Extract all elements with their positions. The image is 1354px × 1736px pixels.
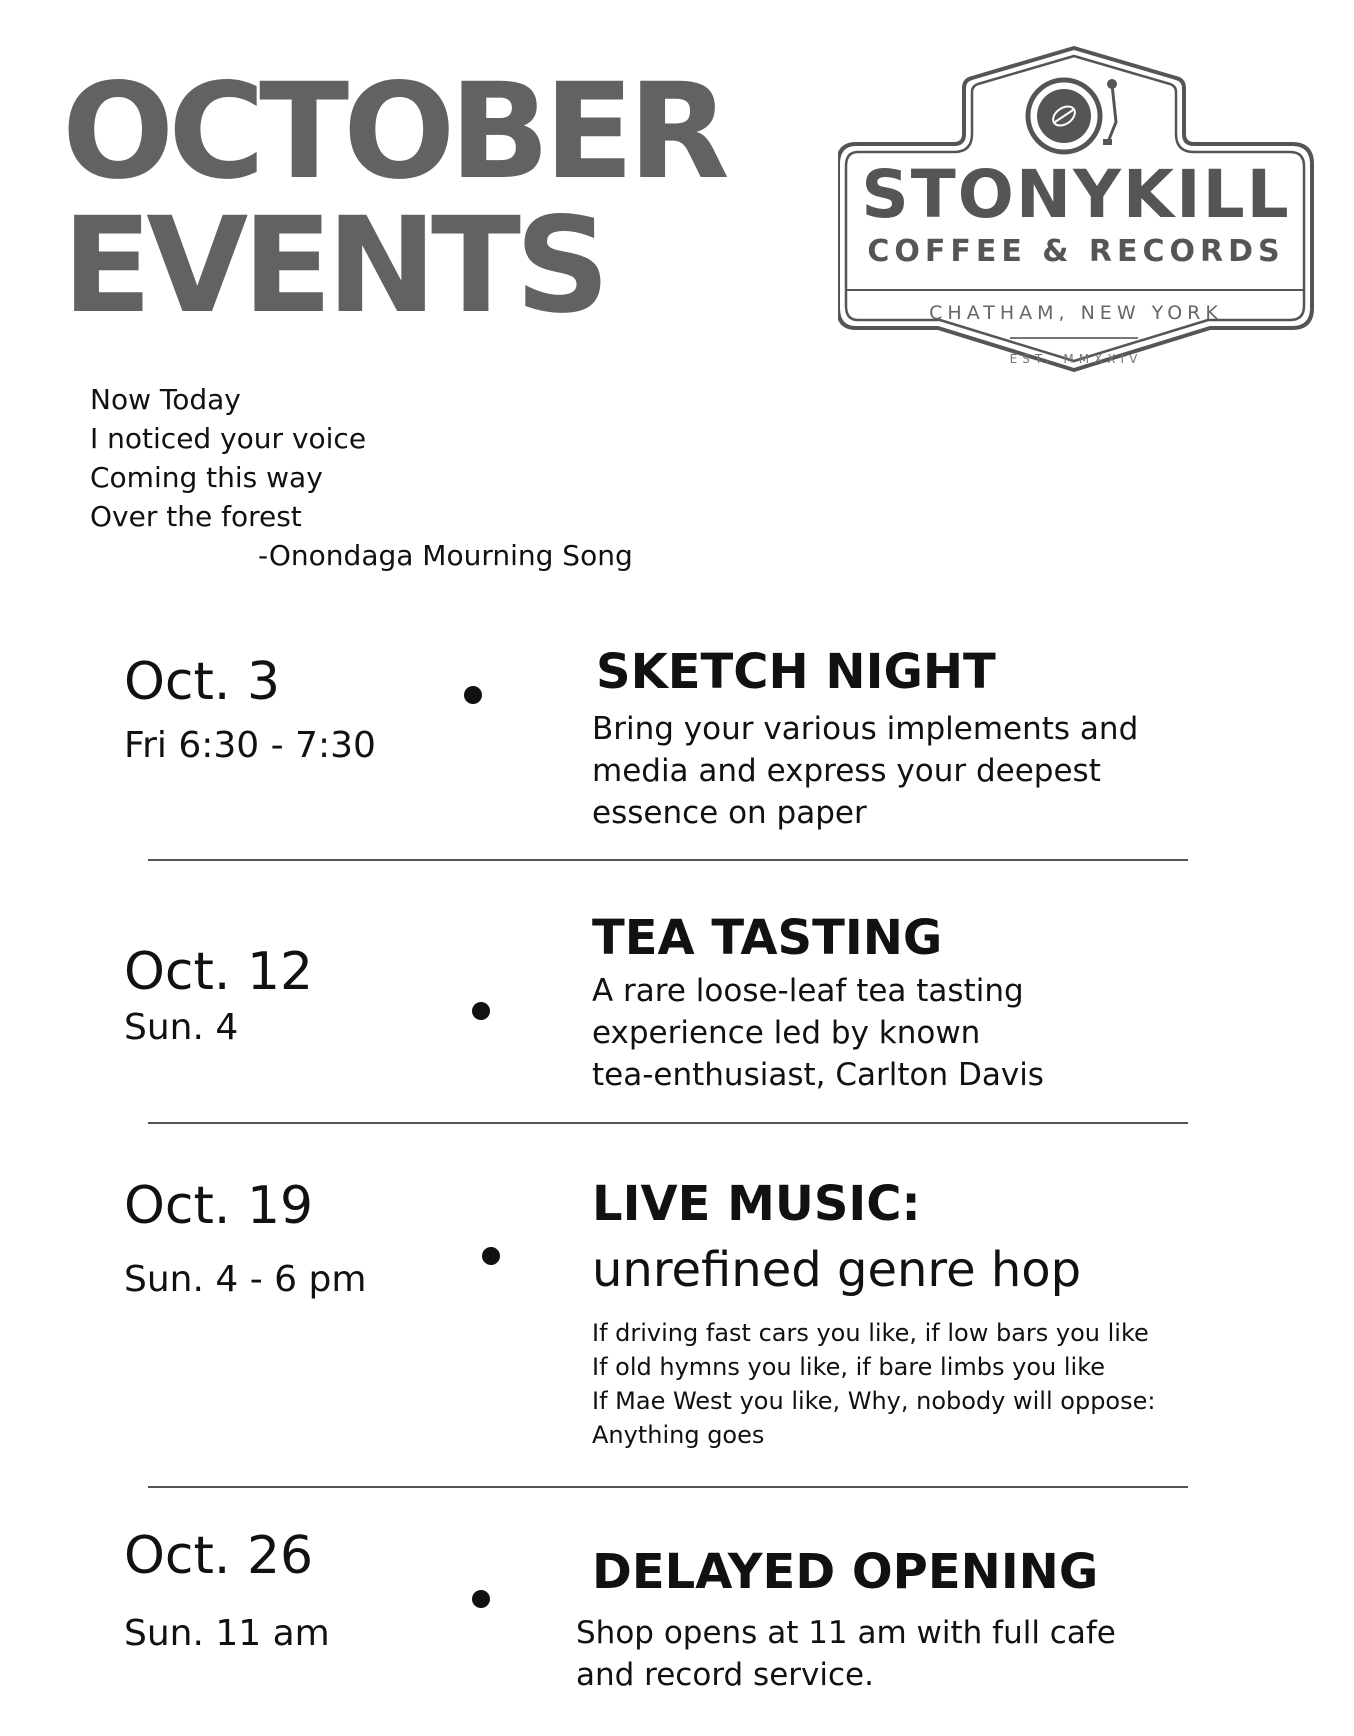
event-date: Oct. 19 xyxy=(124,1176,314,1236)
event-description: Shop opens at 11 am with full cafe and record service. xyxy=(576,1615,1116,1693)
page-title-events: EVENTS xyxy=(62,189,605,343)
event-time: Sun. 4 - 6 pm xyxy=(124,1259,367,1300)
event-date: Oct. 3 xyxy=(124,652,281,712)
stonykill-logo xyxy=(838,46,1314,416)
poem xyxy=(90,380,633,575)
event-time: Sun. 4 xyxy=(124,1007,239,1048)
logo-location: CHATHAM, NEW YORK xyxy=(929,302,1223,324)
event-description: A rare loose-leaf tea tasting experience led by known tea-enthusiast, Carlton Davis xyxy=(592,973,1044,1093)
event-divider xyxy=(148,1486,1188,1488)
event-title: DELAYED OPENING xyxy=(592,1544,1099,1600)
poem-line: Now Today xyxy=(90,383,241,416)
event-date: Oct. 12 xyxy=(124,942,314,1002)
poem-line: Over the forest xyxy=(90,500,302,533)
event-time: Fri 6:30 - 7:30 xyxy=(124,725,376,766)
timeline-dot xyxy=(472,1590,490,1608)
coffee-bean-record-turntable-icon xyxy=(1028,79,1117,152)
event-title: LIVE MUSIC: xyxy=(592,1176,921,1232)
logo-name: STONYKILL xyxy=(861,156,1291,233)
poem-line: Coming this way xyxy=(90,461,323,494)
logo-established: EST. MMXXIV xyxy=(1009,352,1143,366)
event-title: TEA TASTING xyxy=(592,910,943,966)
timeline-dot xyxy=(472,1002,490,1020)
event-divider xyxy=(148,1122,1188,1124)
timeline-dot xyxy=(464,686,482,704)
poem-line: I noticed your voice xyxy=(90,422,367,455)
event-divider xyxy=(148,859,1188,861)
timeline-dot xyxy=(482,1247,500,1265)
event-lyrics: If driving fast cars you like, if low bars you like If old hymns you like, if bare limbs you like If Mae West you like, Why, nobody will oppose: Anything goes xyxy=(592,1319,1156,1449)
logo-subtitle: COFFEE & RECORDS xyxy=(867,234,1285,269)
event-title: SKETCH NIGHT xyxy=(596,644,996,700)
event-date: Oct. 26 xyxy=(124,1526,314,1586)
event-subtitle: unrefined genre hop xyxy=(592,1242,1082,1298)
event-description: Bring your various implements and media and express your deepest essence on paper xyxy=(592,711,1139,831)
event-time: Sun. 11 am xyxy=(124,1613,330,1654)
page-title-october: OCTOBER xyxy=(62,55,724,209)
poem-attribution: -Onondaga Mourning Song xyxy=(258,539,633,572)
